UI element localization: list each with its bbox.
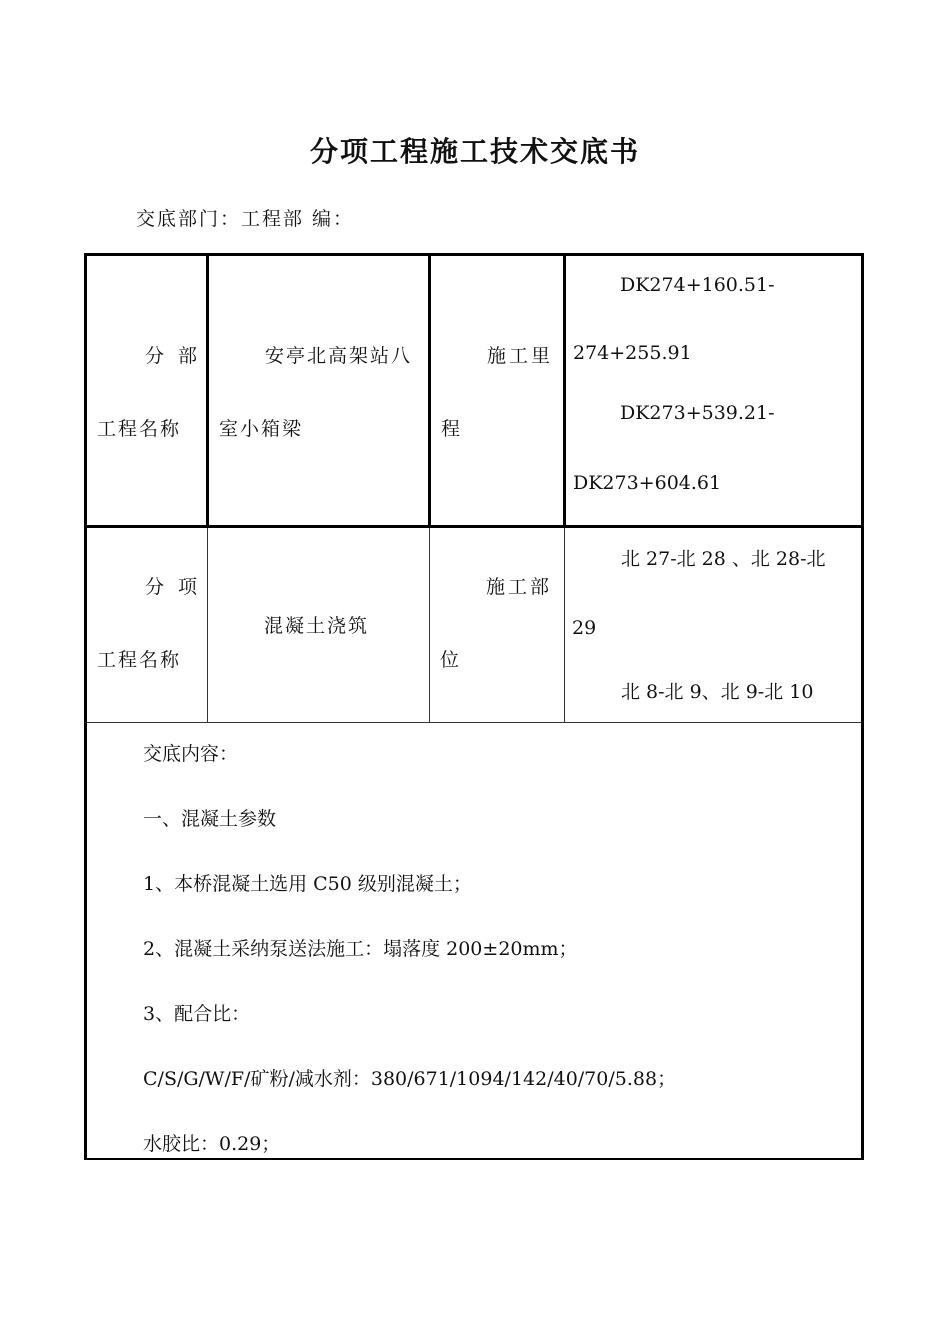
content-item-3: 3、配合比： [143,1003,251,1025]
subpart-value-line2: 室小箱梁 [219,418,304,440]
subpart-value-line1: 安亭北高架站八 [265,345,413,367]
content-section-1: 一、混凝土参数 [143,808,277,830]
location-label-line2: 位 [440,649,460,671]
disclosure-content-cell [86,723,863,1159]
subpart-label-line2: 工程名称 [97,418,182,440]
location-value-line2: 29 [572,617,597,639]
subitem-label-line2: 工程名称 [97,649,182,671]
content-water-binder-ratio: 水胶比：0.29； [143,1133,281,1155]
location-value-line3: 北 8-北 9、北 9-北 10 [621,681,814,703]
subitem-value-cell [208,527,430,723]
mileage-value-line3: DK273+539.21- [620,402,775,424]
department-line: 交底部门：工程部 编： [136,208,355,230]
subitem-label-line1: 分 项 [145,576,202,598]
location-label-line1: 施工部 [486,576,553,598]
subitem-label-cell [86,527,208,723]
table-row [86,723,863,1159]
mileage-label-cell [430,255,565,527]
location-value-line1: 北 27-北 28 、北 28-北 [621,548,826,570]
table-row [86,527,863,723]
subpart-label-line1: 分 部 [145,345,202,367]
mileage-value-line1: DK274+160.51- [620,274,775,296]
page-title: 分项工程施工技术交底书 [309,135,640,168]
table-row [86,255,863,527]
location-value-cell [565,527,863,723]
content-item-2: 2、混凝土采纳泵送法施工：塌落度 200±20mm； [143,938,578,960]
mileage-value-line2: 274+255.91 [573,342,692,364]
location-label-cell [430,527,565,723]
disclosure-table [84,253,864,1160]
content-heading: 交底内容： [143,743,239,765]
subpart-value-cell [208,255,430,527]
mileage-value-line4: DK273+604.61 [573,472,722,494]
content-item-1: 1、本桥混凝土选用 C50 级别混凝土； [143,873,472,895]
mileage-label-line1: 施工里 [487,345,554,367]
mileage-value-cell [565,255,863,527]
subitem-value: 混凝土浇筑 [264,615,370,637]
content-mix-ratio: C/S/G/W/F/矿粉/减水剂：380/671/1094/142/40/70/5.88； [143,1068,677,1090]
mileage-label-line2: 程 [441,418,461,440]
subpart-label-cell [86,255,208,527]
